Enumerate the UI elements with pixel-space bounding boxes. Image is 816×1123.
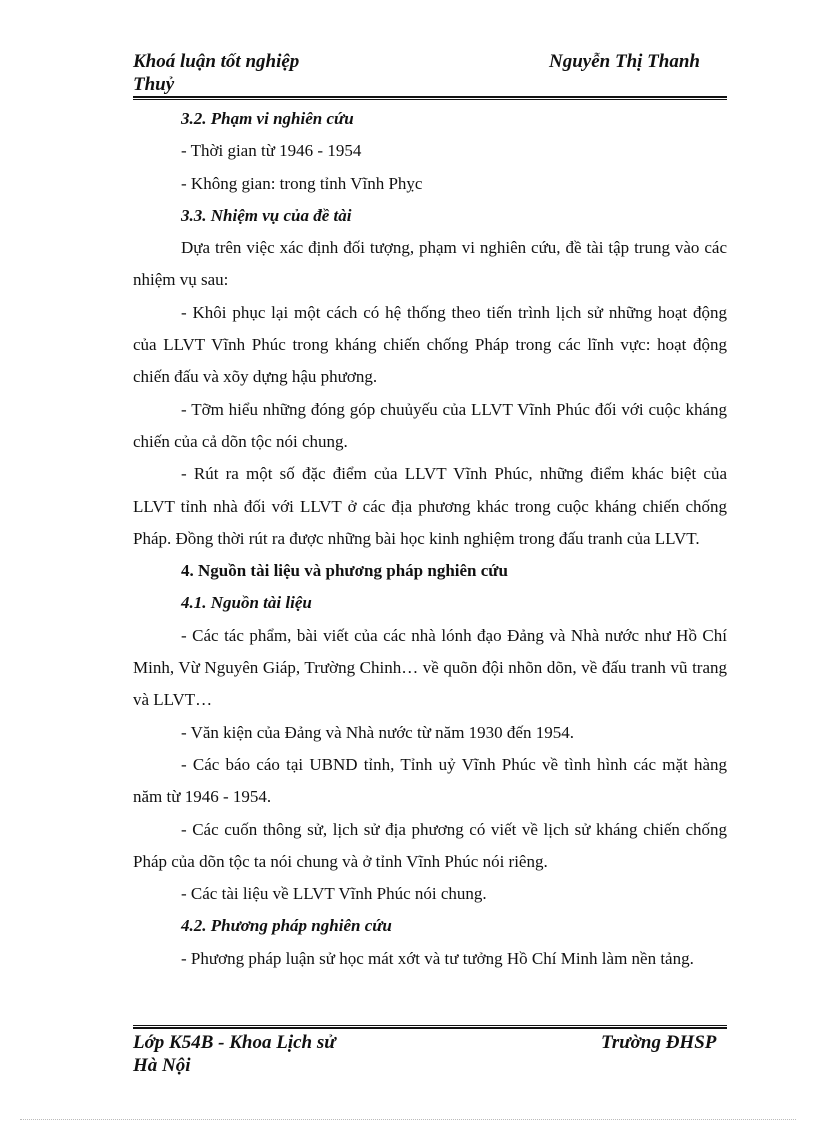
paragraph: - Thời gian từ 1946 - 1954 (181, 141, 362, 161)
section-heading: 4.2. Phương pháp nghiên cứu (181, 916, 392, 936)
header-author: Nguyễn Thị Thanh (549, 51, 700, 72)
section-heading: 3.3. Nhiệm vụ của đề tài (181, 205, 352, 225)
header-title-continued: Thuỷ (133, 74, 175, 95)
paragraph: - Các tác phẩm, bài viết của các nhà lónh đạo Đảng và Nhà nước như Hồ Chí Minh, Vừ Nguyên Giáp, Trường Chinh… về quõn đội nhõn dõn, về đấu tranh vũ trang và LLVT… (133, 625, 727, 710)
paragraph: - Các báo cáo tại UBND tỉnh, Tỉnh uỷ Vĩnh Phúc về tình hình các mặt hàng năm từ 1946 - 1954. (133, 754, 727, 807)
footer-school: Trường ĐHSP (601, 1032, 717, 1053)
section-heading: 3.2. Phạm vi nghiên cứu (181, 109, 354, 128)
footer-class: Lớp K54B - Khoa Lịch sử (133, 1032, 336, 1053)
header-title: Khoá luận tốt nghiệp (133, 51, 300, 72)
paragraph: - Các cuốn thông sử, lịch sử địa phương có viết về lịch sử kháng chiến chống Pháp của dõn tộc ta nói chung và ở tỉnh Vĩnh Phúc nói riêng. (133, 819, 727, 871)
footer-class-continued: Hà Nội (133, 1055, 191, 1076)
paragraph: - Rút ra một số đặc điểm của LLVT Vĩnh Phúc, những điểm khác biệt của LLVT tỉnh nhà đối với LLVT ở các địa phương khác trong cuộc kháng chiến chống Pháp. Đồng thời rút ra được những bài học kinh nghiệm trong đấu tranh của LLVT. (133, 464, 727, 548)
paragraph: - Các tài liệu về LLVT Vĩnh Phúc nói chung. (181, 884, 487, 904)
section-heading: 4.1. Nguồn tài liệu (181, 593, 312, 613)
paragraph: - Không gian: trong tỉnh Vĩnh Phỵc (181, 173, 423, 193)
paragraph: Dựa trên việc xác định đối tượng, phạm vi nghiên cứu, đề tài tập trung vào các nhiệm vụ sau: (133, 238, 727, 290)
header-divider (133, 96, 727, 100)
paragraph: - Văn kiện của Đảng và Nhà nước từ năm 1930 đến 1954. (181, 722, 574, 742)
paragraph: - Khôi phục lại một cách có hệ thống theo tiến trình lịch sử những hoạt động của LLVT Vĩnh Phúc trong kháng chiến chống Pháp trong các lĩnh vực: hoạt động chiến đấu và xõy dựng hậu phương. (133, 302, 727, 387)
paragraph: - Phương pháp luận sử học mát xớt và tư tưởng Hồ Chí Minh làm nền tảng. (181, 948, 694, 968)
section-heading: 4. Nguồn tài liệu và phương pháp nghiên cứu (181, 561, 508, 581)
footer-divider (133, 1025, 727, 1029)
paragraph: - Tỡm hiểu những đóng góp chuủyếu của LLVT Vĩnh Phúc đối với cuộc kháng chiến của cả dõn tộc nói chung. (133, 399, 727, 451)
body-text (133, 103, 727, 975)
page-edge-dotted-line (20, 1119, 796, 1120)
